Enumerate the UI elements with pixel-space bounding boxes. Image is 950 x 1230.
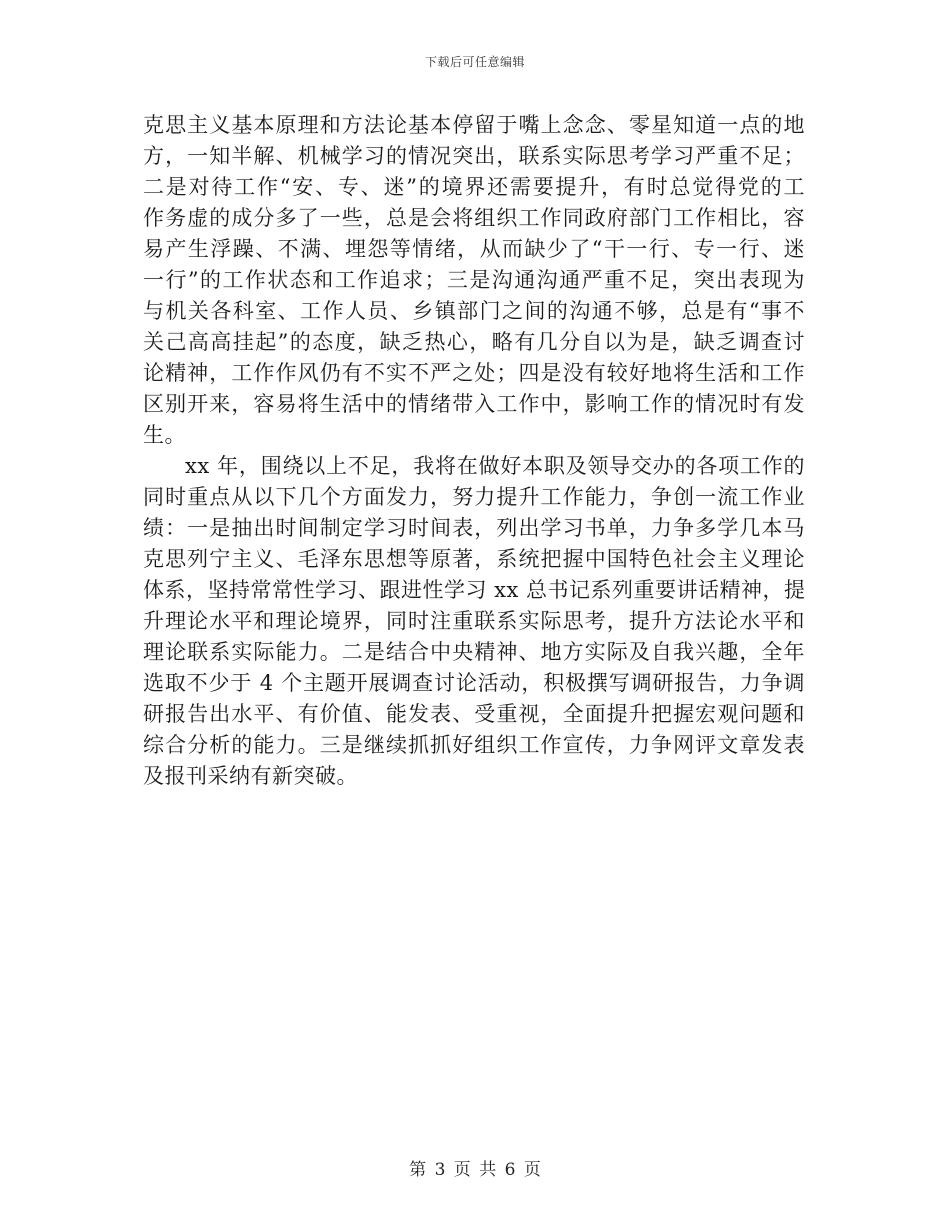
text-line: 作务虚的成分多了一些，总是会将组织工作同政府部门工作相比，容 xyxy=(143,206,805,230)
text-line: 关己高高挂起”的态度，缺乏热心，略有几分自以为是，缺乏调查讨 xyxy=(143,330,805,354)
text-line: 同时重点从以下几个方面发力，努力提升工作能力，争创一流工作业 xyxy=(143,485,805,509)
paragraph-1 xyxy=(143,110,805,451)
text-line: 综合分析的能力。三是继续抓抓好组织工作宣传，力争网评文章发表 xyxy=(143,733,805,757)
text-line: 区别开来，容易将生活中的情绪带入工作中，影响工作的情况时有发 xyxy=(143,392,805,416)
text-line: 易产生浮躁、不满、埋怨等情绪，从而缺少了“干一行、专一行、迷 xyxy=(143,237,805,261)
text-line: 体系，坚持常常性学习、跟进性学习 xx 总书记系列重要讲话精神，提 xyxy=(143,578,806,602)
text-line: 方，一知半解、机械学习的情况突出，联系实际思考学习严重不足； xyxy=(143,144,805,168)
text-line: 二是对待工作“安、专、迷”的境界还需要提升，有时总觉得党的工 xyxy=(143,175,805,199)
text-line: 研报告出水平、有价值、能发表、受重视，全面提升把握宏观问题和 xyxy=(143,702,805,726)
text-line: 克思主义基本原理和方法论基本停留于嘴上念念、零星知道一点的地 xyxy=(143,113,805,137)
page-header: 下载后可任意编辑 xyxy=(424,55,525,69)
text-line: 及报刊采纳有新突破。 xyxy=(143,764,358,788)
text-line: 生。 xyxy=(143,423,186,447)
document-body xyxy=(143,110,805,792)
text-line: 论精神，工作作风仍有不实不严之处；四是没有较好地将生活和工作 xyxy=(143,361,805,385)
text-line: 理论联系实际能力。二是结合中央精神、地方实际及自我兴趣，全年 xyxy=(143,640,805,664)
page-number: 第 3 页 共 6 页 xyxy=(409,1160,541,1180)
text-line: 克思列宁主义、毛泽东思想等原著，系统把握中国特色社会主义理论 xyxy=(143,547,805,571)
text-line: 绩：一是抽出时间制定学习时间表，列出学习书单，力争多学几本马 xyxy=(143,516,805,540)
text-line: 升理论水平和理论境界，同时注重联系实际思考，提升方法论水平和 xyxy=(143,609,805,633)
text-line: 一行”的工作状态和工作追求；三是沟通沟通严重不足，突出表现为 xyxy=(143,268,805,292)
paragraph-2 xyxy=(143,451,805,792)
text-line: xx 年，围绕以上不足，我将在做好本职及领导交办的各项工作的 xyxy=(185,454,805,478)
text-line: 与机关各科室、工作人员、乡镇部门之间的沟通不够，总是有“事不 xyxy=(143,299,805,323)
text-line: 选取不少于 4 个主题开展调查讨论活动，积极撰写调研报告，力争调 xyxy=(143,671,805,695)
